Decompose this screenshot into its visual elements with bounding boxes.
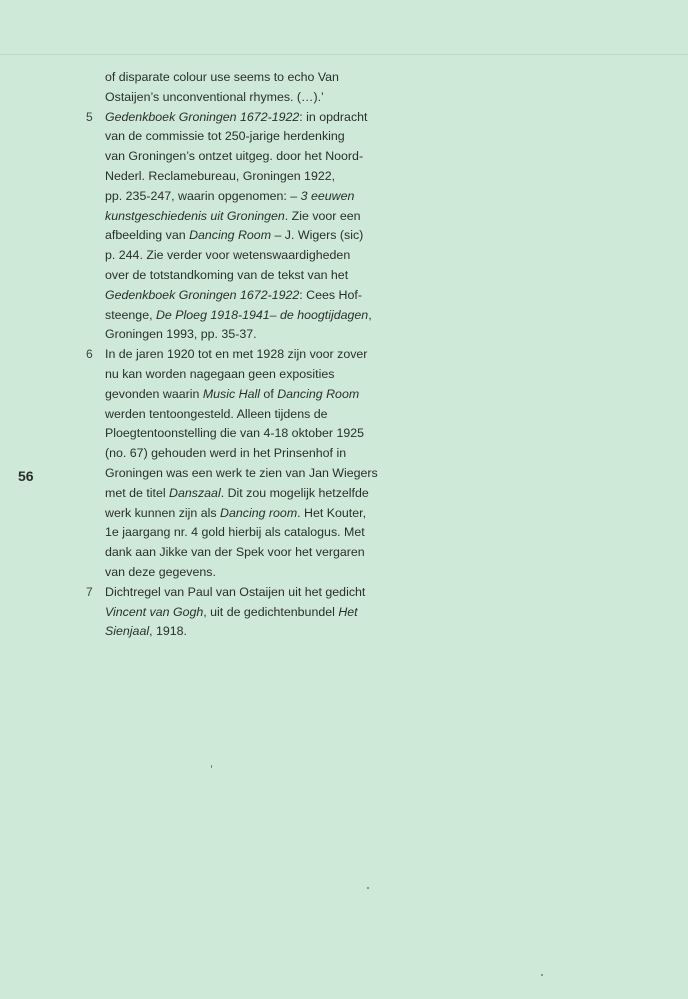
- footnote-number: 7: [86, 584, 93, 599]
- italic-text: Danszaal: [169, 485, 221, 500]
- page-number: 56: [18, 468, 34, 484]
- text-run: . Dit zou mogelijk hetzelfde: [220, 485, 369, 500]
- footnote-number: 5: [86, 109, 93, 124]
- footnote: [86, 108, 386, 346]
- footnote-line: [105, 306, 386, 326]
- footnote-line: [105, 127, 386, 147]
- footnote-line: [105, 325, 386, 345]
- italic-text: kunstgeschiedenis uit Groningen: [105, 208, 285, 223]
- footnote-line: [105, 385, 386, 405]
- footnote-line: [105, 543, 386, 563]
- italic-text: Music Hall: [202, 386, 260, 401]
- footnote-line: [105, 108, 386, 128]
- text-run: Groningen 1993, pp. 35-37.: [105, 327, 257, 342]
- text-run: In de jaren 1920 tot en met 1928 zijn voor zover: [105, 347, 368, 362]
- text-run: ,: [368, 307, 372, 322]
- footnote-line: [105, 424, 386, 444]
- footnote-number: 6: [86, 347, 93, 362]
- text-run: van Groningen’s ontzet uitgeg. door het Noord-: [105, 149, 364, 164]
- italic-text: Dancing Room: [277, 386, 360, 401]
- text-run: : Cees Hof-: [299, 287, 362, 302]
- text-run: steenge,: [105, 307, 156, 322]
- footnote-line: [105, 583, 386, 603]
- footnote-line: [105, 444, 386, 464]
- text-run: , 1918.: [149, 624, 187, 639]
- footnote: [86, 345, 386, 583]
- text-run: , uit de gedichtenbundel: [203, 604, 339, 619]
- footnote-line: [105, 504, 386, 524]
- italic-text: Dancing room: [220, 505, 298, 520]
- footnotes: [86, 68, 386, 642]
- italic-text: De Ploeg 1918-1941– de hoogtijdagen: [155, 307, 369, 322]
- page-rule: [0, 54, 688, 55]
- footnote-line: [105, 345, 386, 365]
- text-run: (no. 67) gehouden werd in het Prinsenhof in: [105, 446, 347, 461]
- footnote-line: [105, 365, 386, 385]
- text-run: of: [259, 386, 278, 401]
- text-run: Groningen was een werk te zien van Jan Wiegers: [105, 465, 378, 480]
- italic-text: Het: [338, 604, 358, 619]
- text-run: van de commissie tot 250-jarige herdenking: [105, 129, 345, 144]
- text-run: p. 244. Zie verder voor wetenswaardigheden: [105, 248, 351, 263]
- footnote: [86, 68, 386, 108]
- text-run: Ploegtentoonstelling die van 4-18 oktober 1925: [105, 426, 365, 441]
- text-run: Ostaijen’s unconventional rhymes. (…).’: [105, 89, 324, 104]
- italic-text: Gedenkboek Groningen 1672-1922: [105, 287, 300, 302]
- italic-text: Sienjaal: [105, 624, 150, 639]
- text-run: . Het Kouter,: [297, 505, 367, 520]
- text-run: gevonden waarin: [105, 386, 203, 401]
- footnote-line: [105, 88, 386, 108]
- italic-text: Vincent van Gogh: [105, 604, 204, 619]
- footnote: [86, 583, 386, 642]
- text-run: over de totstandkoming van de tekst van het: [105, 267, 349, 282]
- text-run: werden tentoongesteld. Alleen tijdens de: [105, 406, 328, 421]
- text-run: werk kunnen zijn als: [105, 505, 221, 520]
- italic-text: Dancing Room: [189, 228, 272, 243]
- footnote-line: [105, 622, 386, 642]
- text-run: afbeelding van: [105, 228, 190, 243]
- text-run: met de titel: [105, 485, 170, 500]
- text-run: pp. 235-247, waarin opgenomen: –: [105, 188, 301, 203]
- footnote-line: [105, 286, 386, 306]
- footnote-line: [105, 523, 386, 543]
- footnote-line: [105, 207, 386, 227]
- text-run: nu kan worden nagegaan geen exposities: [105, 366, 335, 381]
- text-run: van deze gegevens.: [105, 564, 216, 579]
- paper-speck: [211, 765, 212, 768]
- text-run: dank aan Jikke van der Spek voor het vergaren: [105, 545, 365, 560]
- footnote-line: [105, 226, 386, 246]
- text-run: – J. Wigers (sic): [271, 228, 364, 243]
- text-run: : in opdracht: [299, 109, 368, 124]
- paper-speck: [367, 887, 369, 889]
- text-run: . Zie voor een: [284, 208, 361, 223]
- footnote-line: [105, 147, 386, 167]
- italic-text: 3 eeuwen: [300, 188, 355, 203]
- text-run: of disparate colour use seems to echo Van: [105, 70, 339, 84]
- text-run: Dichtregel van Paul van Ostaijen uit het gedicht: [105, 584, 366, 599]
- text-run: Nederl. Reclamebureau, Groningen 1922,: [105, 168, 336, 183]
- footnote-line: [105, 68, 386, 88]
- footnote-line: [105, 167, 386, 187]
- footnote-line: [105, 246, 386, 266]
- footnote-line: [105, 464, 386, 484]
- footnote-line: [105, 603, 386, 623]
- footnote-line: [105, 484, 386, 504]
- footnote-line: [105, 187, 386, 207]
- footnote-line: [105, 266, 386, 286]
- text-run: 1e jaargang nr. 4 gold hierbij als catalogus. Met: [105, 525, 365, 540]
- footnote-line: [105, 405, 386, 425]
- footnote-line: [105, 563, 386, 583]
- paper-speck: [541, 974, 543, 976]
- italic-text: Gedenkboek Groningen 1672-1922: [105, 109, 300, 124]
